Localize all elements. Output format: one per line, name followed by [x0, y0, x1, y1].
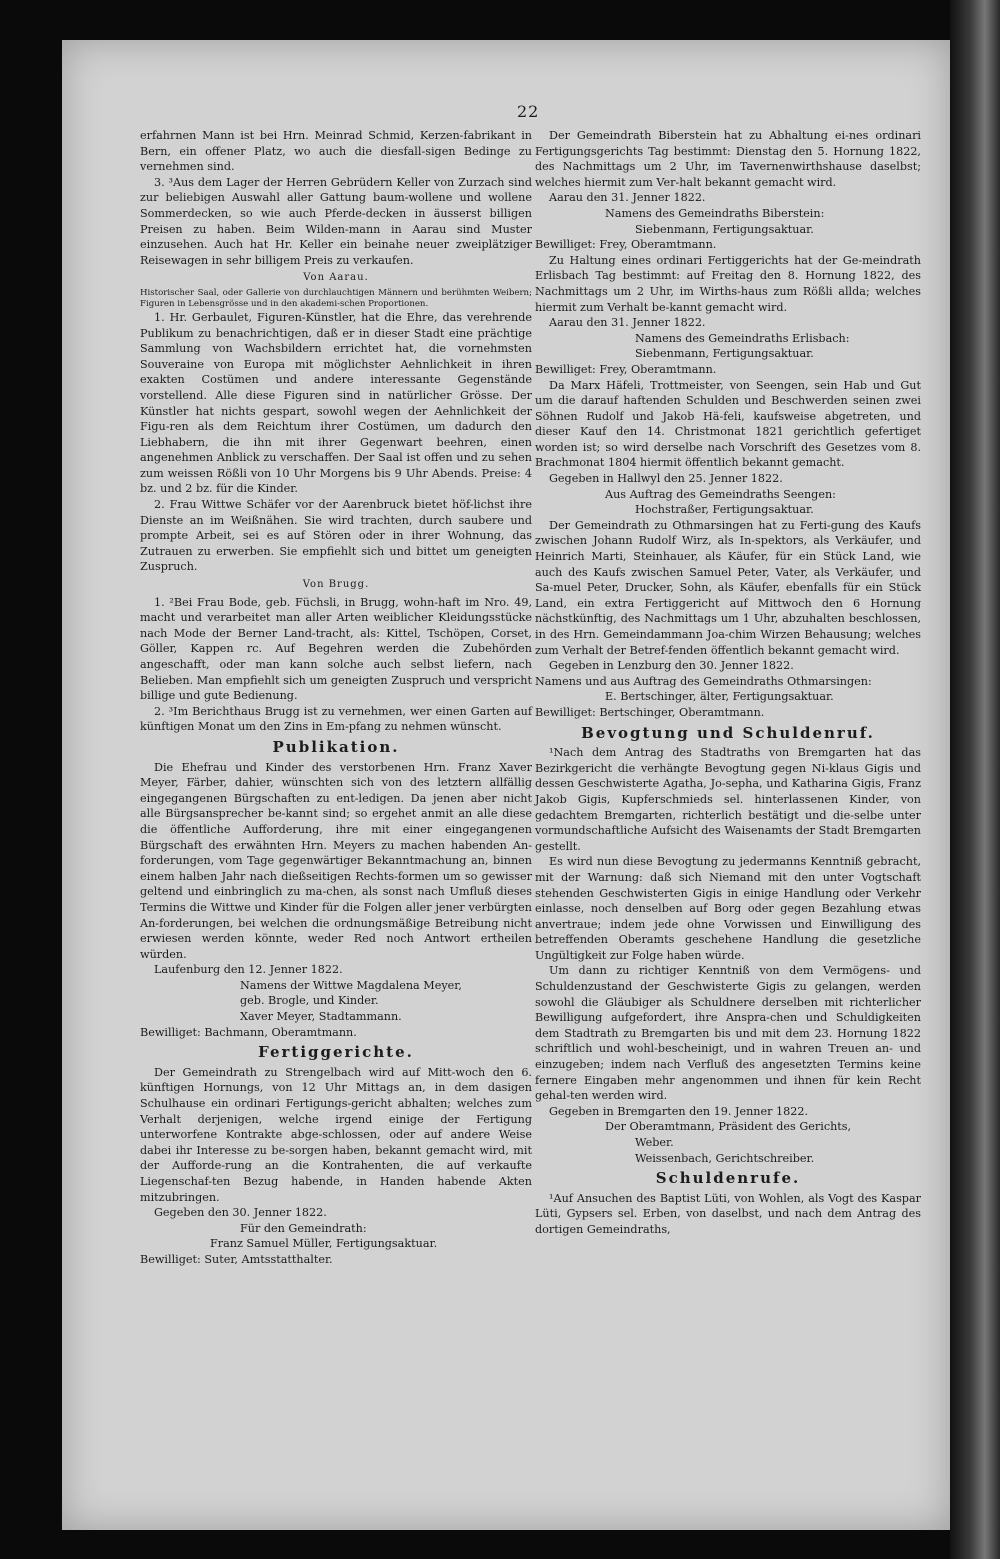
right-paragraph: Weissenbach, Gerichtschreiber.: [635, 1151, 815, 1165]
right-paragraph: Der Gemeindrath Biberstein hat zu Abhaltung ei-nes ordinari Fertigungsgerichts Tag bestimmt: Dienstag den 5. Hornung 1822, des Nachmittags um 2 Uhr, im Tavernenwirthshause daselbst; welches hiermit zum Ver-halt bekannt gemacht wird.: [535, 129, 921, 189]
right-paragraph: Namens des Gemeindraths Erlisbach:: [635, 331, 850, 345]
left-paragraph: Bewilliget: Suter, Amtsstatthalter.: [140, 1252, 333, 1266]
left-paragraph: 2. Frau Wittwe Schäfer vor der Aarenbruck bietet höf-lichst ihre Dienste an im Weißnähen. Sie wird trachten, durch saubere und prompte Arbeit, sei es auf Stören oder in ihrer Wohnung, das Zutrauen zu erwerben. Sie empfiehlt sich und bittet um geneigten Zuspruch.: [140, 498, 532, 574]
right-paragraph: Weber.: [635, 1136, 674, 1149]
section-heading: Publikation.: [272, 737, 400, 756]
section-heading: Schuldenrufe.: [655, 1169, 801, 1188]
right-paragraph: Bewilliget: Bertschinger, Oberamtmann.: [535, 705, 765, 719]
right-paragraph: Aus Auftrag des Gemeindraths Seengen:: [605, 487, 836, 501]
left-paragraph: Historischer Saal, oder Gallerie von durchlauchtigen Männern und berühmten Weibern; Figuren in Lebensgrösse und in den akademi-schen Proportionen.: [140, 287, 532, 309]
left-paragraph: Die Ehefrau und Kinder des verstorbenen Hrn. Franz Xaver Meyer, Färber, dahier, wünschten sich von des letztern allfällig eingegangenen Bürgschaften zu ent-ledigen. Da jenen aber nicht alle Bürgsansprecher be-kannt sind; so ergehet anmit an alle diese die öffentliche Aufforderung, ihre mit einer eingegangenen Bürgschaft des erwähnten Hrn. Meyers zu machen habenden An-forderungen, vom Tage gegenwärtiger Bekanntmachung an, binnen einem halben Jahr nach dießseitigen Rechts-formen um so gewisser geltend und einbringlich zu ma-chen, als sonst nach Umfluß dieses Termins die Wittwe und Kinder für die Folgen aller jener verbürgten An-forderungen, bei welchen die ordnungsmäßige Betreibung nicht erwiesen werden könnte, weder Red noch Antwort ertheilen würden.: [140, 760, 532, 961]
right-paragraph: Gegeben in Bremgarten den 19. Jenner 1822.: [549, 1104, 809, 1118]
left-paragraph: 1. Hr. Gerbaulet, Figuren-Künstler, hat die Ehre, das verehrende Publikum zu benachrichtigen, daß er in dieser Stadt eine prächtige Sammlung von Wachsbildern errichtet hat, die vornehmsten Souveraine von Europa mit möglichster Aehnlichkeit in ihren exakten Costümen und andere interessante Gegenstände vorstellend. Alle diese Figuren sind in natürlicher Grösse. Der Künstler hat nichts gespart, sowohl wegen der Aehnlichkeit der Figu-ren als dem Reichtum ihrer Costümen, um dadurch den Liebhabern, die ihn mit ihrer Gegenwart beehren, einen angenehmen Anblick zu verschaffen. Der Saal ist offen und zu sehen zum weissen Rößli von 10 Uhr Morgens bis 9 Uhr Abends. Preise: 4 bz. und 2 bz. für die Kinder.: [140, 310, 532, 496]
right-paragraph: Der Oberamtmann, Präsident des Gerichts,: [605, 1120, 852, 1134]
left-paragraph: Der Gemeindrath zu Strengelbach wird auf Mitt-woch den 6. künftigen Hornungs, von 12 Uhr Mittags an, in dem dasigen Schulhause ein ordinari Fertigungs-gericht abhalten; welches zum Verhalt derjenigen, welche irgend einige der Fertigung unterworfene Kontrakte abge-schlossen, oder auf andere Weise dabei ihr Interesse zu be-sorgen haben, bekannt gemacht wird, mit der Aufforde-rung an die Kontrahenten, die auf verkaufte Liegenschaf-ten Bezug habende, in Handen habende Akten mitzubringen.: [140, 1065, 532, 1204]
left-paragraph: 1. ²Bei Frau Bode, geb. Füchsli, in Brugg, wohn-haft im Nro. 49, macht und verarbeitet man aller Arten weiblicher Kleidungsstücke nach Mode der Berner Land-tracht, als: Kittel, Tschöpen, Corset, Göller, Kappen rc. Auf Begehren werden die Zubehörden angeschafft, oder man kann solche auch selbst liefern, nach Belieben. Man empfiehlt sich um geneigten Zuspruch und verspricht billige und gute Bedienung.: [140, 595, 532, 703]
section-heading: Bevogtung und Schuldenruf.: [581, 723, 875, 742]
book-spine: [950, 0, 1000, 1559]
right-paragraph: Aarau den 31. Jenner 1822.: [549, 316, 706, 330]
left-paragraph: Xaver Meyer, Stadtammann.: [240, 1010, 402, 1024]
left-paragraph: Laufenburg den 12. Jenner 1822.: [154, 963, 343, 977]
left-paragraph: 2. ³Im Berichthaus Brugg ist zu vernehmen, wer einen Garten auf künftigen Monat um den Zins in Em-pfang zu nehmen wünscht.: [140, 704, 532, 734]
right-paragraph: Bewilliget: Frey, Oberamtmann.: [535, 362, 717, 376]
right-paragraph: Namens des Gemeindraths Biberstein:: [605, 206, 825, 220]
right-paragraph: Gegeben in Lenzburg den 30. Jenner 1822.: [549, 659, 794, 673]
right-paragraph: ¹Auf Ansuchen des Baptist Lüti, von Wohlen, als Vogt des Kaspar Lüti, Gypsers sel. Erben, von daselbst, und nach dem Antrag des dortigen Gemeindraths,: [535, 1191, 921, 1236]
right-paragraph: Hochstraßer, Fertigungsaktuar.: [635, 503, 814, 517]
right-paragraph: ¹Nach dem Antrag des Stadtraths von Bremgarten hat das Bezirkgericht die verhängte Bevogtung gegen Ni-klaus Gigis und dessen Geschwisterte Agatha, Jo-sepha, und Katharina Gigis, Franz Jakob Gigis, Kupferschmieds sel. hinterlassenen Kinder, von gedachtem Bremgarten, richterlich bestätigt und die-selbe unter vormundschaftliche Aufsicht des Waisenamts der Stadt Bremgarten gestellt.: [535, 746, 921, 853]
right-paragraph: Aarau den 31. Jenner 1822.: [549, 191, 706, 205]
right-paragraph: Zu Haltung eines ordinari Fertiggerichts hat der Ge-meindrath Erlisbach Tag bestimmt: auf Freitag den 8. Hornung 1822, des Nachmittags um 2 Uhr, im Wirths-haus zum Rößli allda; welches hiermit zum Verhalt be-kannt gemacht wird.: [535, 253, 921, 314]
left-paragraph: Franz Samuel Müller, Fertigungsaktuar.: [210, 1237, 438, 1251]
left-paragraph: Bewilliget: Bachmann, Oberamtmann.: [140, 1025, 357, 1039]
right-paragraph: E. Bertschinger, älter, Fertigungsaktuar.: [605, 690, 834, 704]
location-heading: Von Brugg.: [302, 579, 370, 591]
left-paragraph: Für den Gemeindrath:: [240, 1221, 367, 1235]
right-column: [535, 128, 921, 1238]
right-paragraph: Da Marx Häfeli, Trottmeister, von Seengen, sein Hab und Gut um die darauf haftenden Schulden und Beschwerden seinen zwei Söhnen Rudolf und Jakob Hä-feli, kaufsweise abgetreten, und dieser Kauf den 14. Christmonat 1821 gerichtlich gefertiget worden ist; so wird derselbe nach Vorschrift des Gesetzes vom 8. Brachmonat 1804 hiermit öffentlich bekannt gemacht.: [535, 378, 921, 470]
left-paragraph: geb. Brogle, und Kinder.: [240, 994, 379, 1008]
right-paragraph: Es wird nun diese Bevogtung zu jedermanns Kenntniß gebracht, mit der Warnung: daß sich Niemand mit den unter Vogtschaft stehenden Geschwisterten Gigis in einige Handlung oder Verkehr einlasse, noch denselben auf Borg oder gegen Bezahlung etwas anvertraue; indem jede ohne Vorwissen und Einwilligung des betreffenden Oberamts geschehene Handlung die gesetzliche Ungültigkeit zur Folge haben würde.: [535, 855, 921, 962]
left-paragraph: 3. ³Aus dem Lager der Herren Gebrüdern Keller von Zurzach sind zur beliebigen Auswahl aller Gattung baum-wollene und wollene Sommerdecken, so wie auch Pferde-decken in äusserst billigen Preisen zu haben. Beim Wilden-mann in Aarau sind Muster einzusehen. Auch hat Hr. Keller ein beinahe neuer zweiplätziger Reisewagen in sehr billigem Preis zu verkaufen.: [140, 175, 532, 267]
right-paragraph: Der Gemeindrath zu Othmarsingen hat zu Ferti-gung des Kaufs zwischen Johann Rudolf Wirz, als In-spektors, als Verkäufer, und Heinrich Marti, Steinhauer, als Käufer, für ein Stück Land, wie auch des Kaufs zwischen Samuel Peter, Vater, als Verkäufer, und Sa-muel Peter, Drucker, Sohn, als Käufer, ebenfalls für ein Stück Land, ein extra Fertiggericht auf Mittwoch den 6 Hornung nächstkünftig, des Nachmittags um 1 Uhr, abzuhalten beschlossen, in des Hrn. Gemeindammann Joa-chim Wirzen Behausung; welches zum Verhalt der Betref-fenden öffentlich bekannt gemacht wird.: [535, 518, 921, 657]
section-heading: Fertiggerichte.: [258, 1043, 414, 1062]
left-paragraph: Gegeben den 30. Jenner 1822.: [154, 1206, 327, 1220]
left-column: [140, 128, 532, 1268]
right-paragraph: Gegeben in Hallwyl den 25. Jenner 1822.: [549, 472, 783, 486]
newspaper-page: [62, 40, 950, 1530]
right-paragraph: Siebenmann, Fertigungsaktuar.: [635, 347, 814, 361]
page-number: 22: [517, 102, 540, 121]
left-paragraph: erfahrnen Mann ist bei Hrn. Meinrad Schmid, Kerzen-fabrikant in Bern, ein offener Platz, wo auch die diesfall-sigen Bedinge zu vernehmen sind.: [140, 129, 532, 174]
right-paragraph: Bewilliget: Frey, Oberamtmann.: [535, 238, 717, 252]
right-paragraph: Namens und aus Auftrag des Gemeindraths Othmarsingen:: [535, 674, 872, 688]
location-heading: Von Aarau.: [303, 272, 369, 284]
left-paragraph: Namens der Wittwe Magdalena Meyer,: [240, 978, 462, 992]
right-paragraph: Um dann zu richtiger Kenntniß von dem Vermögens- und Schuldenzustand der Geschwisterte Gigis zu gelangen, werden sowohl die Gläubiger als Schuldnere derselben mit richterlicher Bewilligung aufgefordert, ihre Anspra-chen und Schuldigkeiten dem Stadtrath zu Bremgarten bis und mit dem 23. Hornung 1822 schriftlich und wohl-bescheinigt, und in wahren Treuen an- und einzugeben; indem nach Verfluß des angesetzten Termins keine fernere Eingaben mehr angenommen und ihnen für kein Recht gehal-ten werden wird.: [535, 964, 921, 1103]
right-paragraph: Siebenmann, Fertigungsaktuar.: [635, 222, 814, 236]
